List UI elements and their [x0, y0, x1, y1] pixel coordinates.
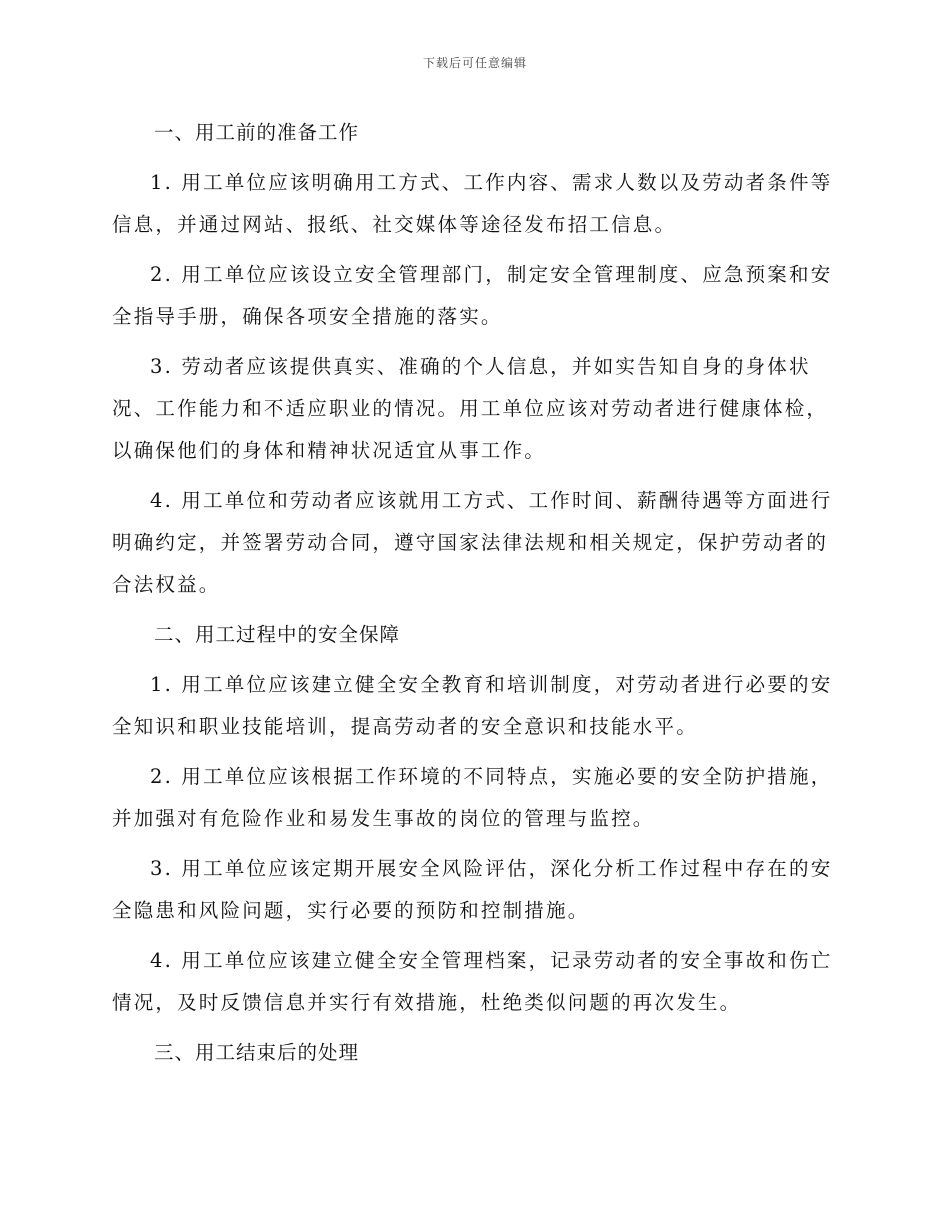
paragraph-line: 2. 用工单位应该根据工作环境的不同特点，实施必要的安全防护措施， — [150, 765, 833, 788]
paragraph-line: 3. 劳动者应该提供真实、准确的个人信息，并如实告知自身的身体状 — [150, 355, 811, 378]
paragraph — [112, 162, 832, 246]
paragraph-line: 全指导手册，确保各项安全措施的落实。 — [112, 305, 503, 328]
paragraph — [112, 346, 832, 472]
paragraph-line: 并加强对有危险作业和易发生事故的岗位的管理与监控。 — [112, 807, 655, 830]
paragraph — [112, 756, 832, 840]
document-body — [112, 112, 832, 1082]
paragraph-line: 况、工作能力和不适应职业的情况。用工单位应该对劳动者进行健康体检， — [112, 397, 829, 420]
paragraph-line: 1. 用工单位应该明确用工方式、工作内容、需求人数以及劳动者条件等 — [150, 171, 833, 194]
paragraph-line: 4. 用工单位和劳动者应该就用工方式、工作时间、薪酬待遇等方面进行 — [150, 489, 833, 512]
paragraph — [112, 480, 832, 606]
paragraph — [112, 664, 832, 748]
section-heading-1: 一、用工前的准备工作 — [154, 121, 360, 144]
paragraph-line: 2. 用工单位应该设立安全管理部门，制定安全管理制度、应急预案和安 — [150, 263, 833, 286]
section-heading-3: 三、用工结束后的处理 — [154, 1041, 360, 1064]
paragraph-line: 明确约定，并签署劳动合同，遵守国家法律法规和相关规定，保护劳动者的 — [112, 531, 829, 554]
paragraph-line: 1. 用工单位应该建立健全安全教育和培训制度，对劳动者进行必要的安 — [150, 673, 833, 696]
paragraph-line: 合法权益。 — [112, 573, 221, 596]
header-note: 下载后可任意编辑 — [422, 56, 527, 70]
paragraph — [112, 254, 832, 338]
paragraph-line: 3. 用工单位应该定期开展安全风险评估，深化分析工作过程中存在的安 — [150, 857, 833, 880]
paragraph — [112, 848, 832, 932]
section-heading-2: 二、用工过程中的安全保障 — [154, 623, 401, 646]
paragraph-line: 以确保他们的身体和精神状况适宜从事工作。 — [112, 439, 547, 462]
paragraph — [112, 940, 832, 1024]
paragraph-line: 信息，并通过网站、报纸、社交媒体等途径发布招工信息。 — [112, 213, 677, 236]
paragraph-line: 4. 用工单位应该建立健全安全管理档案，记录劳动者的安全事故和伤亡 — [150, 949, 833, 972]
paragraph-line: 全知识和职业技能培训，提高劳动者的安全意识和技能水平。 — [112, 715, 698, 738]
paragraph-line: 情况，及时反馈信息并实行有效措施，杜绝类似问题的再次发生。 — [112, 991, 742, 1014]
paragraph-line: 全隐患和风险问题，实行必要的预防和控制措施。 — [112, 899, 590, 922]
